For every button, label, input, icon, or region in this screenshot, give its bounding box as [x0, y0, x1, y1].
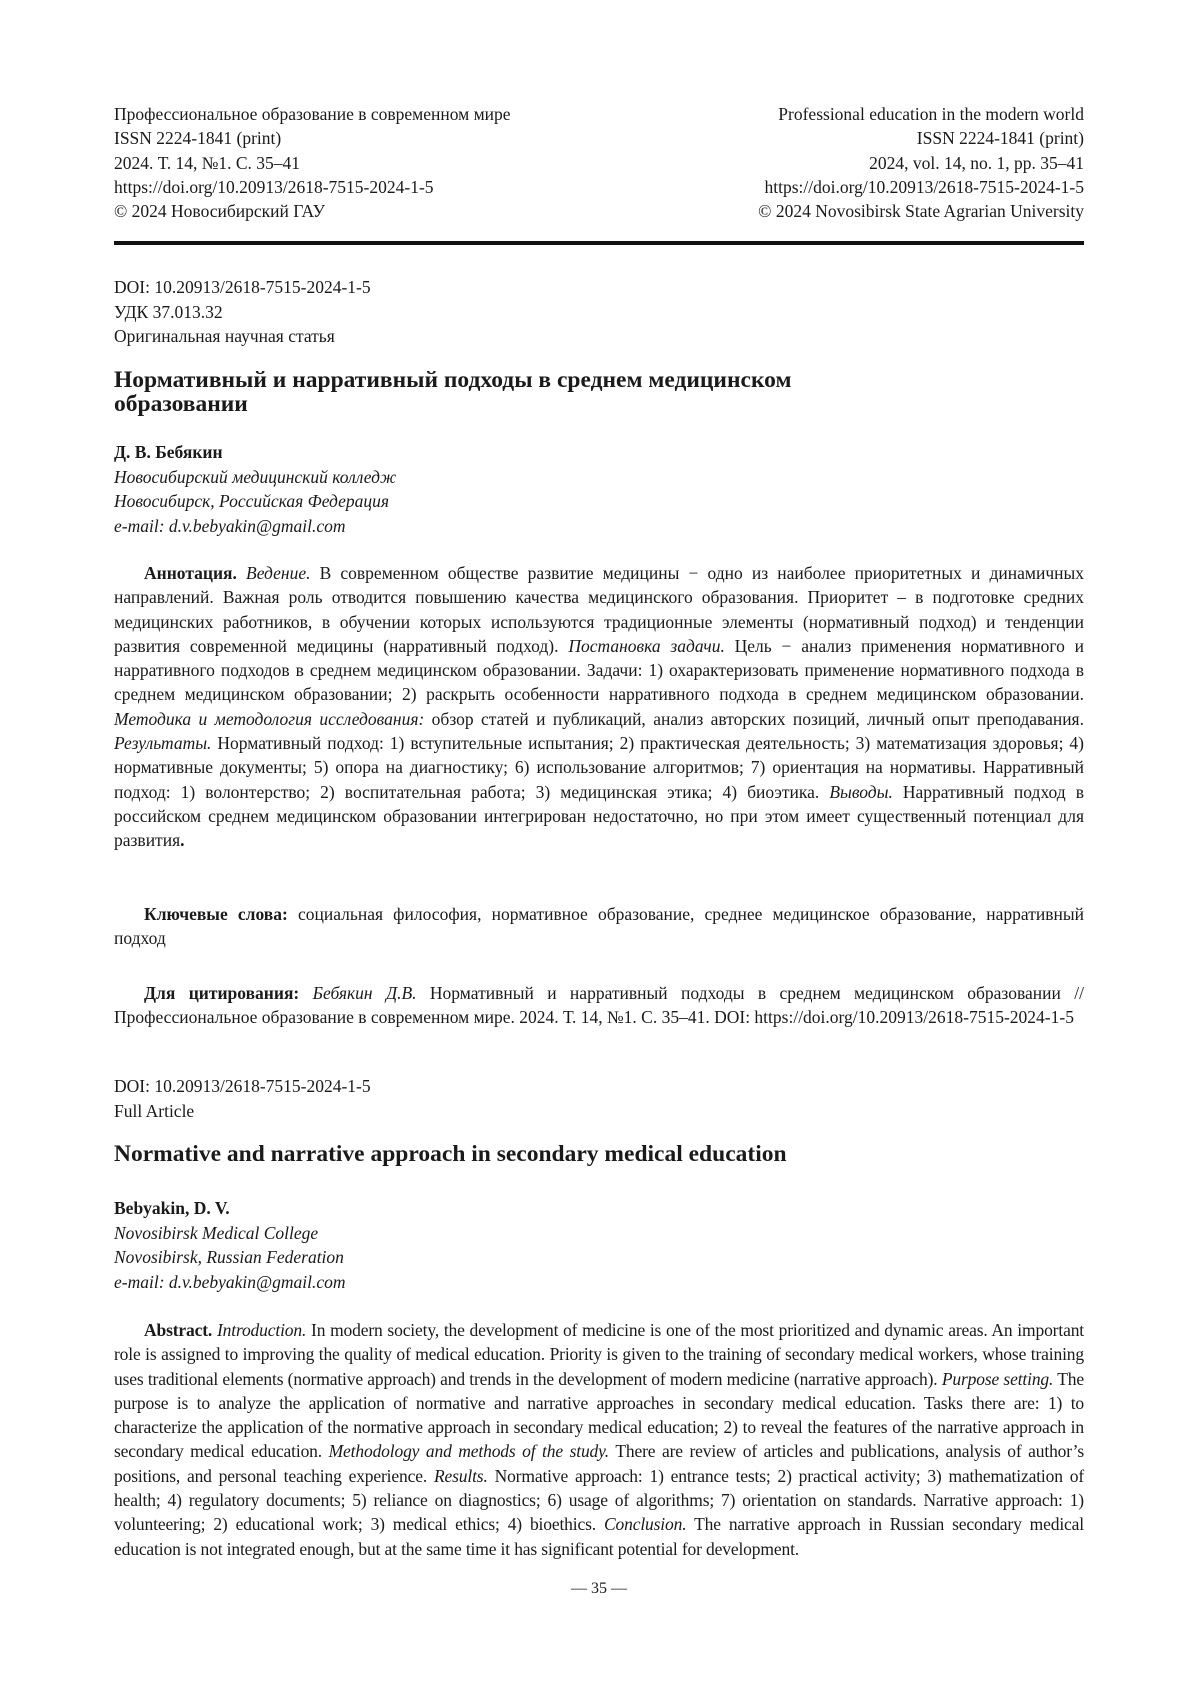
en-abstract-results-label: Results.	[433, 1465, 488, 1486]
header-en-line: 2024, vol. 14, no. 1, pp. 35–41	[869, 152, 1084, 173]
journal-header-ru	[114, 102, 511, 223]
en-article-type: Full Article	[114, 1100, 195, 1121]
header-en-line: https://doi.org/10.20913/2618-7515-2024-1-5	[764, 176, 1084, 197]
ru-abstract-intro-label: Ведение.	[246, 563, 311, 583]
ru-abstract-conclusion-label: Выводы.	[829, 781, 893, 802]
ru-abstract-conclusion-text: Нарративный подход в российском среднем медицинском образовании интегрирован недостаточно, но при этом имеет существенный потенциал для развития	[114, 781, 1084, 851]
en-doi: DOI: 10.20913/2618-7515-2024-1-5	[114, 1076, 371, 1096]
en-email: e-mail: d.v.bebyakin@gmail.com	[114, 1271, 346, 1292]
en-abstract-intro-label: Introduction.	[216, 1320, 307, 1340]
ru-citation	[114, 981, 1084, 1030]
header-ru-line: ISSN 2224-1841 (print)	[114, 128, 282, 149]
ru-abstract	[114, 561, 1084, 853]
ru-keywords-text: социальная философия, нормативное образование, среднее медицинское образование, нарративный подход	[114, 904, 1085, 949]
ru-keywords-label: Ключевые слова:	[144, 904, 288, 924]
ru-abstract-results-label: Результаты.	[114, 733, 212, 754]
ru-email: e-mail: d.v.bebyakin@gmail.com	[114, 515, 346, 536]
header-ru-line: 2024. Т. 14, №1. С. 35–41	[114, 152, 301, 173]
header-en-line: ISSN 2224-1841 (print)	[916, 128, 1084, 149]
journal-header-en	[758, 102, 1084, 223]
ru-citation-text: Нормативный и нарративный подходы в среднем медицинском образовании // Профессиональное образование в современном мире. 2024. Т. 14, №1. С. 35–41. DOI: https://doi.org/10.20913/2618-7515-2024-1-5	[114, 983, 1084, 1028]
ru-udc: УДК 37.013.32	[114, 301, 223, 322]
ru-article-meta	[114, 275, 371, 349]
ru-title-line: образовании	[114, 391, 248, 417]
ru-citation-author: Бебякин Д.В.	[312, 983, 417, 1003]
en-article-title: Normative and narrative approach in secondary medical education	[114, 1141, 787, 1167]
ru-abstract-task-text: Цель − анализ применения нормативного и нарративного подходов в среднем медицинском образовании. Задачи: 1) охарактеризовать применение нормативного подхода в среднем медицинском образовании; 2) раскрыть особенности нарративного подхода в среднем медицинском образовании.	[114, 635, 1085, 705]
en-abstract-method-text: There are review of articles and publications, analysis of author’s positions, and personal teaching experience.	[114, 1441, 1084, 1486]
ru-title-line: Нормативный и нарративный подходы в среднем медицинском	[114, 367, 792, 393]
en-abstract-intro-text: In modern society, the development of medicine is one of the most prioritized and dynamic areas. An important role is assigned to improving the quality of medical education. Priority is given to the training of secondary medical workers, whose training uses traditional elements (normative approach) and trends in the development of modern medicine (narrative approach).	[114, 1320, 1085, 1389]
en-article-meta	[114, 1074, 371, 1123]
en-abstract-purpose-label: Purpose setting.	[941, 1368, 1054, 1389]
en-author-block	[114, 1196, 346, 1294]
en-abstract	[114, 1318, 1084, 1561]
ru-author-name: Д. В. Бебякин	[114, 442, 223, 462]
en-city: Novosibirsk, Russian Federation	[114, 1247, 344, 1267]
en-abstract-label: Abstract.	[144, 1320, 213, 1340]
en-abstract-purpose-text: The purpose is to analyze the application of normative and narrative approaches in secondary medical education. Tasks there are: 1) to characterize the application of the normative approach in secondary medical education; 2) to reveal the features of the narrative approach in secondary medical education.	[114, 1368, 1085, 1462]
header-en-line: © 2024 Novosibirsk State Agrarian University	[758, 201, 1084, 222]
ru-citation-label: Для цитирования:	[144, 983, 300, 1003]
header-ru-line: https://doi.org/10.20913/2618-7515-2024-1-5	[114, 176, 434, 197]
ru-article-type: Оригинальная научная статья	[114, 326, 335, 346]
header-divider	[114, 241, 1084, 245]
ru-abstract-label: Аннотация.	[144, 563, 237, 583]
ru-abstract-intro-text: В современном обществе развитие медицины − одно из наиболее приоритетных и динамичных направлений. Важная роль отводится повышению качества медицинского образования. Приоритет – в подготовке средних медицинских работников, в обучении которых используются традиционные элементы (нормативный подход) и тенденции развития современной медицины (нарративный подход).	[114, 563, 1084, 656]
ru-doi: DOI: 10.20913/2618-7515-2024-1-5	[114, 277, 371, 297]
en-abstract-conclusion-label: Conclusion.	[603, 1514, 687, 1535]
ru-author-block	[114, 440, 396, 538]
header-en-line: Professional education in the modern world	[778, 104, 1084, 124]
ru-affiliation: Новосибирский медицинский колледж	[114, 466, 397, 487]
ru-abstract-method-text: обзор статей и публикаций, анализ авторских позиций, личный опыт преподавания.	[431, 708, 1084, 729]
ru-abstract-task-label: Постановка задачи.	[568, 635, 725, 656]
ru-abstract-results-text: Нормативный подход: 1) вступительные испытания; 2) практическая деятельность; 3) математизация здоровья; 4) нормативные документы; 5) опора на диагностику; 6) использование алгоритмов; 7) ориентация на нормативы. Нарративный подход: 1) волонтерство; 2) воспитательная работа; 3) медицинская этика; 4) биоэтика.	[114, 733, 1084, 802]
en-author-name: Bebyakin, D. V.	[114, 1198, 230, 1218]
ru-abstract-end: .	[180, 830, 185, 851]
ru-city: Новосибирск, Российская Федерация	[114, 491, 390, 511]
en-abstract-conclusion-text: The narrative approach in Russian secondary medical education is not integrated enough, but at the same time it has significant potential for development.	[114, 1514, 1084, 1559]
ru-abstract-method-label: Методика и методология исследования:	[114, 708, 425, 729]
header-ru-line: Профессиональное образование в современном мире	[114, 104, 511, 124]
en-abstract-results-text: Normative approach: 1) entrance tests; 2) practical activity; 3) mathematization of health; 4) regulatory documents; 5) reliance on diagnostics; 6) usage of algorithms; 7) orientation on standards. Narrative approach: 1) volunteering; 2) educational work; 3) medical ethics; 4) bioethics.	[114, 1465, 1084, 1535]
en-affiliation: Novosibirsk Medical College	[114, 1222, 319, 1243]
page-number: — 35 —	[571, 1580, 627, 1597]
en-abstract-method-label: Methodology and methods of the study.	[328, 1441, 610, 1462]
ru-article-title	[114, 368, 791, 416]
header-ru-line: © 2024 Новосибирский ГАУ	[114, 201, 325, 222]
ru-keywords	[114, 902, 1084, 951]
